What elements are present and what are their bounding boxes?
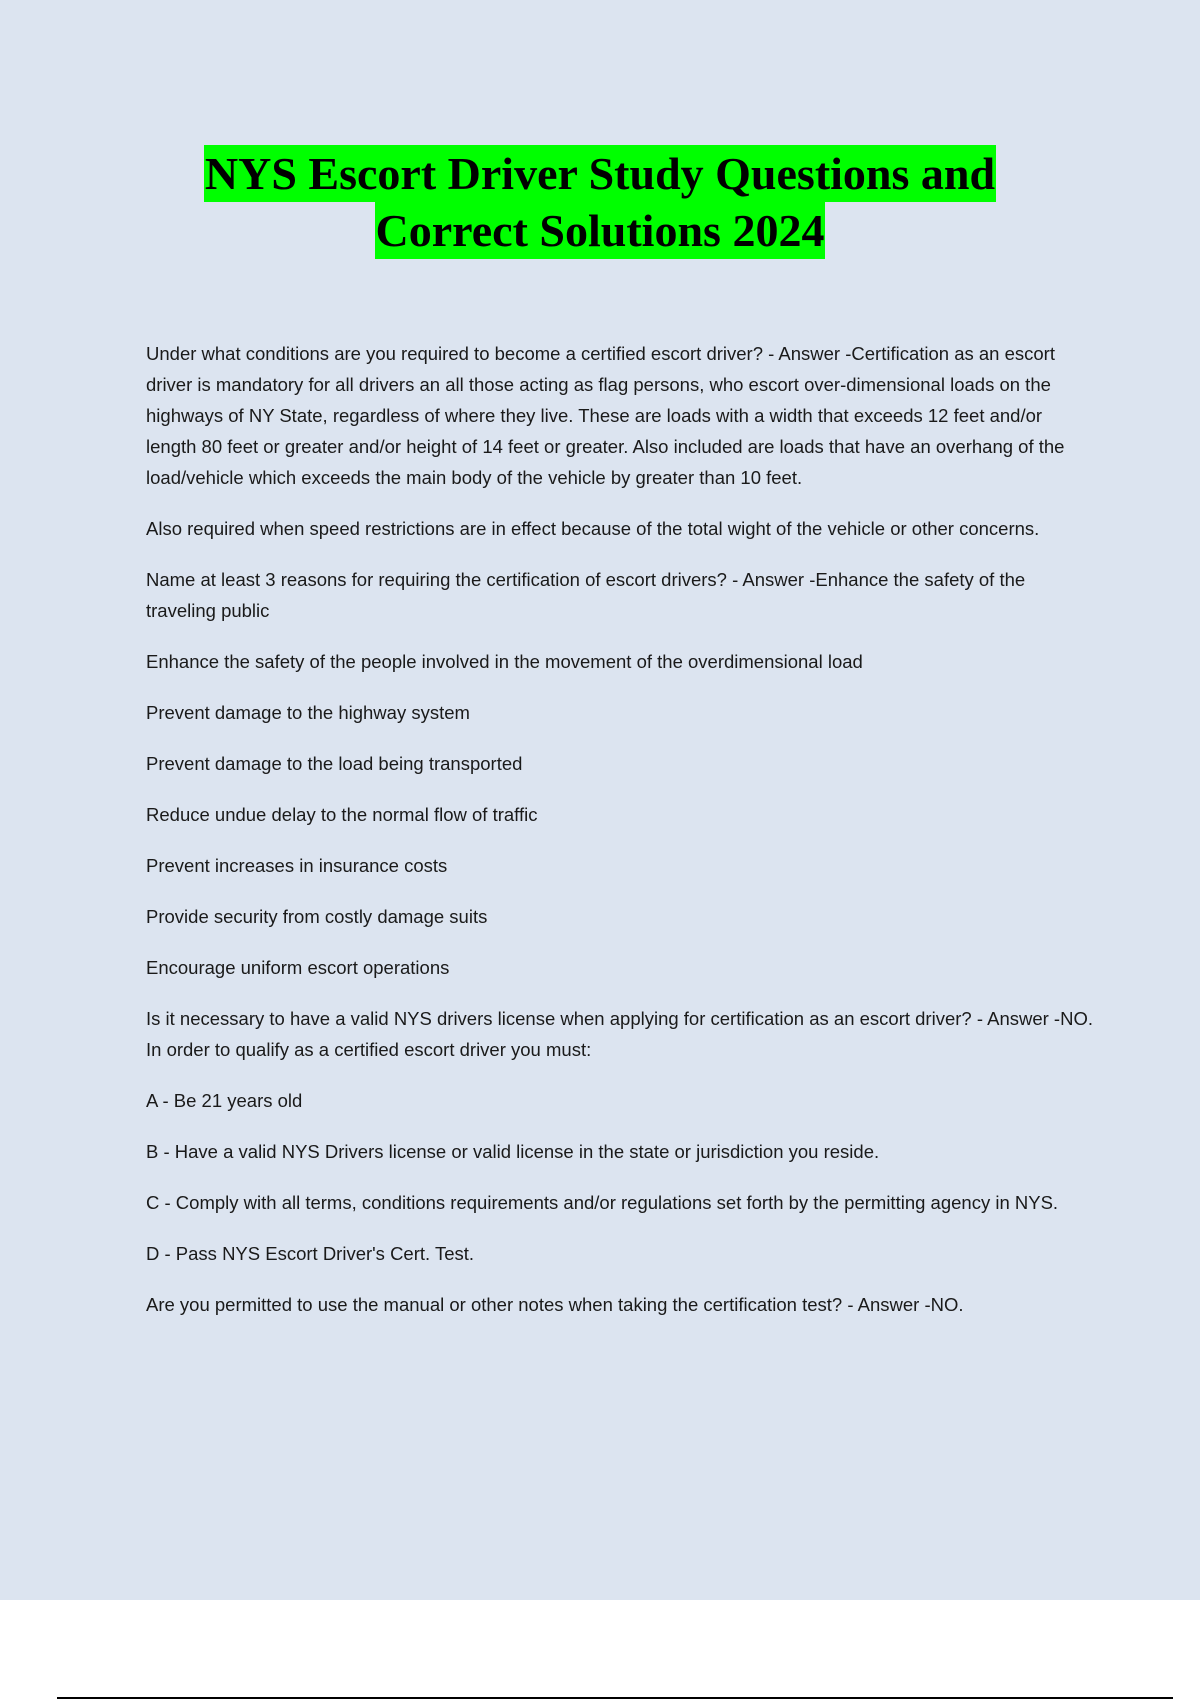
requirement-item: B - Have a valid NYS Drivers license or valid license in the state or jurisdiction you reside. xyxy=(146,1141,880,1162)
reason-item: Reduce undue delay to the normal flow of traffic xyxy=(146,804,538,825)
reason-item: Prevent increases in insurance costs xyxy=(146,855,448,876)
question-3-paragraph: Is it necessary to have a valid NYS drivers license when applying for certification as an escort driver? - Answer -NO. In order to qualify as a certified escort driver you must: xyxy=(146,1008,1093,1060)
document-title xyxy=(0,145,1200,259)
title-line-1: NYS Escort Driver Study Questions and xyxy=(204,145,996,202)
requirement-item: A - Be 21 years old xyxy=(146,1090,303,1111)
footer-divider xyxy=(57,1697,1173,1699)
document-body xyxy=(146,338,1096,1340)
question-2-paragraph: Name at least 3 reasons for requiring the certification of escort drivers? - Answer -Enhance the safety of the traveling public xyxy=(146,569,1026,621)
question-4-paragraph: Are you permitted to use the manual or other notes when taking the certification test? - Answer -NO. xyxy=(146,1294,964,1315)
question-1-note: Also required when speed restrictions are in effect because of the total wight of the vehicle or other concerns. xyxy=(146,518,1040,539)
reason-item: Encourage uniform escort operations xyxy=(146,957,450,978)
reason-item: Enhance the safety of the people involved in the movement of the overdimensional load xyxy=(146,651,863,672)
requirement-item: C - Comply with all terms, conditions requirements and/or regulations set forth by the permitting agency in NYS. xyxy=(146,1192,1059,1213)
question-1-paragraph: Under what conditions are you required to become a certified escort driver? - Answer -Certification as an escort driver is mandatory for all drivers an all those acting as flag persons, who escort over-dimensional loads on the highways of NY State, regardless of where they live. These are loads with a width that exceeds 12 feet and/or length 80 feet or greater and/or height of 14 feet or greater. Also included are loads that have an overhang of the load/vehicle which exceeds the main body of the vehicle by greater than 10 feet. xyxy=(146,343,1065,488)
reason-item: Prevent damage to the load being transported xyxy=(146,753,523,774)
reason-item: Provide security from costly damage suits xyxy=(146,906,488,927)
title-line-2: Correct Solutions 2024 xyxy=(375,202,826,259)
reason-item: Prevent damage to the highway system xyxy=(146,702,470,723)
requirement-item: D - Pass NYS Escort Driver's Cert. Test. xyxy=(146,1243,475,1264)
